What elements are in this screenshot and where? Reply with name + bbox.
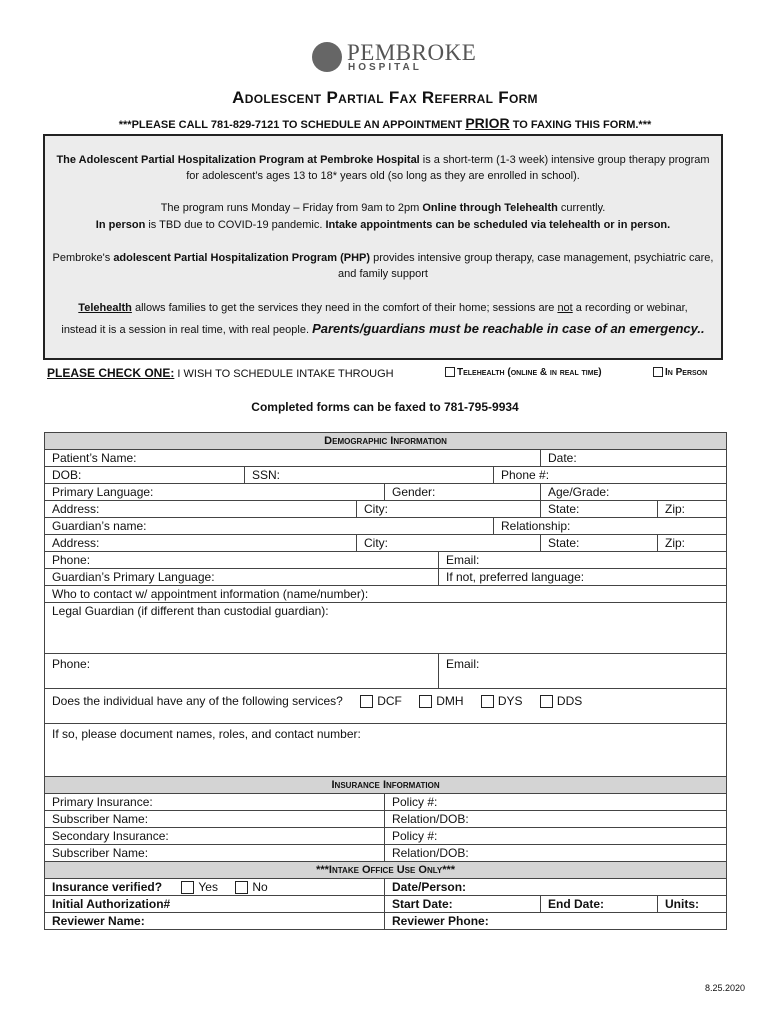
info-p6a: instead it is a session in real time, with real people. xyxy=(61,324,313,336)
telehealth-label: Telehealth (online & in real time) xyxy=(457,367,602,378)
in-person-checkbox[interactable] xyxy=(653,367,663,377)
guardian-city-field[interactable]: City: xyxy=(357,535,541,552)
guardian-name-field[interactable]: Guardian’s name: xyxy=(45,518,494,535)
info-p1-rest: is a short-term (1-3 week) intensive group therapy program for adolescent’s ages 13 to 18* years old (so long as they are enrolled in school). xyxy=(186,154,710,182)
units-field[interactable]: Units: xyxy=(658,896,727,913)
logo-name: PEMBROKE xyxy=(347,40,477,65)
info-p2b: Online through Telehealth xyxy=(422,202,558,214)
yes-label: Yes xyxy=(198,880,218,894)
dys-checkbox[interactable] xyxy=(481,695,494,708)
info-paragraph-6 xyxy=(51,321,715,338)
notice-pre: ***PLEASE CALL 781-829-7121 TO SCHEDULE AN APPOINTMENT xyxy=(118,119,466,131)
guardian-address-field[interactable]: Address: xyxy=(45,535,357,552)
info-p1-bold: The Adolescent Partial Hospitalization Program at Pembroke Hospital xyxy=(56,154,420,166)
relationship-field[interactable]: Relationship: xyxy=(494,518,727,535)
dds-label: DDS xyxy=(556,694,583,708)
secondary-insurance-field[interactable]: Secondary Insurance: xyxy=(45,828,385,845)
dcf-checkbox[interactable] xyxy=(360,695,373,708)
info-p6b: Parents/guardians must be reachable in case of an emergency.. xyxy=(312,321,705,336)
primary-language-field[interactable]: Primary Language: xyxy=(45,484,385,501)
legal-email-field[interactable]: Email: xyxy=(439,654,727,689)
legal-guardian-field[interactable]: Legal Guardian (if different than custodial guardian): xyxy=(45,603,727,654)
info-paragraph-1 xyxy=(51,152,715,184)
address-field[interactable]: Address: xyxy=(45,501,357,518)
reviewer-phone-field[interactable]: Reviewer Phone: xyxy=(385,913,727,930)
policy-field[interactable]: Policy #: xyxy=(385,794,727,811)
info-paragraph-3 xyxy=(51,217,715,233)
option-in-person[interactable] xyxy=(653,367,707,378)
call-notice xyxy=(0,115,770,131)
guardian-language-field[interactable]: Guardian’s Primary Language: xyxy=(45,569,439,586)
info-paragraph-5 xyxy=(51,300,715,316)
service-dds[interactable] xyxy=(540,694,582,708)
info-p3c: Intake appointments can be scheduled via telehealth or in person. xyxy=(325,219,671,231)
no-label: No xyxy=(252,880,268,894)
info-p5d: a recording or webinar, xyxy=(572,302,688,314)
info-paragraph-2 xyxy=(51,200,715,216)
info-p5b: allows families to get the services they need in the comfort of their home; sessions are xyxy=(131,302,558,314)
authorization-field[interactable]: Initial Authorization# xyxy=(45,896,385,913)
telehealth-checkbox[interactable] xyxy=(445,367,455,377)
insurance-verified-row xyxy=(45,879,385,896)
secondary-policy-field[interactable]: Policy #: xyxy=(385,828,727,845)
subscriber-name-field[interactable]: Subscriber Name: xyxy=(45,811,385,828)
check-label: PLEASE CHECK ONE: xyxy=(47,366,175,380)
no-checkbox[interactable] xyxy=(235,881,248,894)
check-text: I WISH TO SCHEDULE INTAKE THROUGH xyxy=(174,368,394,380)
guardian-state-field[interactable]: State: xyxy=(541,535,658,552)
info-p5a: Telehealth xyxy=(78,302,132,314)
gender-field[interactable]: Gender: xyxy=(385,484,541,501)
dcf-label: DCF xyxy=(377,694,402,708)
reviewer-name-field[interactable]: Reviewer Name: xyxy=(45,913,385,930)
service-dmh[interactable] xyxy=(419,694,463,708)
dmh-label: DMH xyxy=(436,694,464,708)
yes-checkbox[interactable] xyxy=(181,881,194,894)
logo-subtitle: HOSPITAL xyxy=(348,62,422,73)
info-p3b: is TBD due to COVID-19 pandemic. xyxy=(145,219,326,231)
primary-insurance-field[interactable]: Primary Insurance: xyxy=(45,794,385,811)
dmh-checkbox[interactable] xyxy=(419,695,432,708)
intake-header: ***Intake Office Use Only*** xyxy=(45,862,727,879)
services-row xyxy=(45,689,727,724)
services-question: Does the individual have any of the following services? xyxy=(52,694,343,708)
date-field[interactable]: Date: xyxy=(541,450,727,467)
preferred-language-field[interactable]: If not, preferred language: xyxy=(439,569,727,586)
dys-label: DYS xyxy=(497,694,523,708)
verified-yes[interactable] xyxy=(181,880,218,894)
service-dys[interactable] xyxy=(481,694,523,708)
info-p2c: currently. xyxy=(557,202,606,214)
fax-line: Completed forms can be faxed to 781-795-9934 xyxy=(251,400,519,414)
age-grade-field[interactable]: Age/Grade: xyxy=(541,484,727,501)
form-title: Adolescent Partial Fax Referral Form xyxy=(232,88,538,107)
document-field[interactable]: If so, please document names, roles, and contact number: xyxy=(45,724,727,777)
info-p5c: not xyxy=(557,302,573,314)
dob-field[interactable]: DOB: xyxy=(45,467,245,484)
revision-date: 8.25.2020 xyxy=(704,983,745,993)
guardian-zip-field[interactable]: Zip: xyxy=(658,535,727,552)
intake-method-row xyxy=(47,366,727,382)
info-paragraph-4 xyxy=(51,250,715,282)
logo-icon xyxy=(312,42,342,72)
phone-number-field[interactable]: Phone #: xyxy=(494,467,727,484)
program-info-box xyxy=(43,134,723,360)
notice-prior: PRIOR xyxy=(465,115,510,131)
email-field[interactable]: Email: xyxy=(439,552,727,569)
demographic-header: Demographic Information xyxy=(45,433,727,450)
city-field[interactable]: City: xyxy=(357,501,541,518)
verified-no[interactable] xyxy=(235,880,267,894)
service-dcf[interactable] xyxy=(360,694,402,708)
contact-field[interactable]: Who to contact w/ appointment information (name/number): xyxy=(45,586,727,603)
info-p3a: In person xyxy=(95,219,146,231)
info-p2a: The program runs Monday – Friday from 9am to 2pm xyxy=(160,202,423,214)
state-field[interactable]: State: xyxy=(541,501,658,518)
patient-name-field[interactable]: Patient’s Name: xyxy=(45,450,541,467)
referral-form-table xyxy=(44,432,726,930)
option-telehealth[interactable] xyxy=(445,367,602,378)
insurance-header: Insurance Information xyxy=(45,777,727,794)
start-date-field[interactable]: Start Date: xyxy=(385,896,541,913)
info-p4a: Pembroke's xyxy=(52,252,114,264)
info-p4b: adolescent Partial Hospitalization Program (PHP) xyxy=(113,252,371,264)
relation-dob-field[interactable]: Relation/DOB: xyxy=(385,811,727,828)
secondary-relation-field[interactable]: Relation/DOB: xyxy=(385,845,727,862)
ssn-field[interactable]: SSN: xyxy=(245,467,494,484)
end-date-field[interactable]: End Date: xyxy=(541,896,658,913)
dds-checkbox[interactable] xyxy=(540,695,553,708)
verified-label: Insurance verified? xyxy=(52,880,163,894)
in-person-label: In Person xyxy=(665,367,708,378)
secondary-subscriber-field[interactable]: Subscriber Name: xyxy=(45,845,385,862)
phone-field[interactable]: Phone: xyxy=(45,552,439,569)
notice-post: TO FAXING THIS FORM.*** xyxy=(509,119,652,131)
info-p4c: provides intensive group therapy, case management, psychiatric care, and family support xyxy=(338,252,714,280)
hospital-logo xyxy=(312,40,477,76)
legal-phone-field[interactable]: Phone: xyxy=(45,654,439,689)
zip-field[interactable]: Zip: xyxy=(658,501,727,518)
date-person-field[interactable]: Date/Person: xyxy=(385,879,727,896)
